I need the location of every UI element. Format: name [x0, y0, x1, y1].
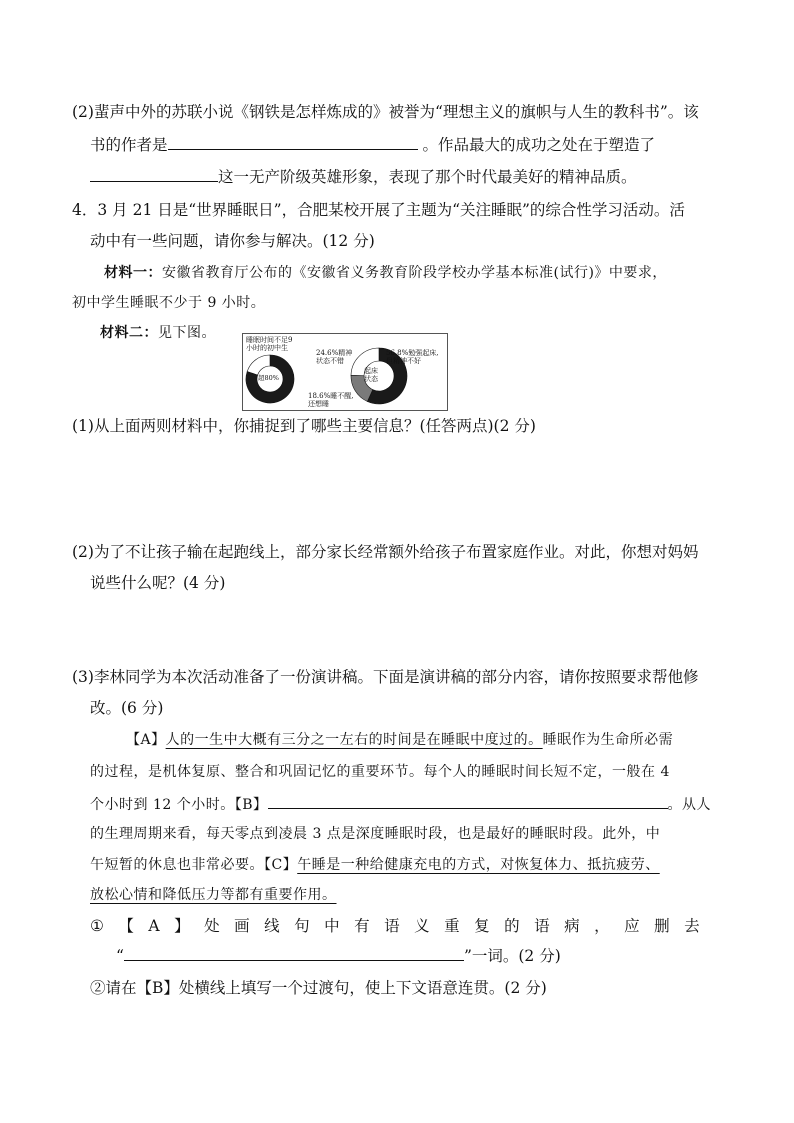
speech-c-underlined: 午睡是一种给健康充电的方式，对恢复体力、抵抗疲劳、: [297, 857, 660, 873]
speech-line6: 放松心情和降低压力等都有重要作用。: [90, 887, 337, 903]
hero-blank[interactable]: [90, 165, 218, 182]
task2-line: ②请在【B】处横线上填写一个过渡句，使上下文语意连贯。(2 分): [90, 979, 547, 997]
sub2-question-line1: (2)为了不让孩子输在起跑线上，部分家长经常额外给孩子布置家庭作业。对此，你想对妈妈: [72, 543, 699, 561]
task1-blank[interactable]: [124, 944, 464, 961]
sleep-chart-figure: [242, 333, 448, 411]
sub2-question-line2: 说些什么呢？(4 分): [90, 574, 226, 592]
pie2-label-good: 24.6%精神 状态不错: [316, 349, 353, 365]
pie1-slice-rest: [247, 355, 270, 375]
q3-2-line2: 书的作者是 。作品最大的成功之处在于塑造了: [90, 133, 655, 155]
sub3-question-line1: (3)李林同学为本次活动准备了一份演讲稿。下面是演讲稿的部分内容，请你按照要求帮他修: [72, 668, 699, 686]
pie1-title: 睡眠时间不足9 小时的初中生: [246, 336, 293, 352]
speech-line5: 午短暂的休息也非常必要。【C】午睡是一种给健康充电的方式，对恢复体力、抵抗疲劳、: [90, 857, 660, 873]
q3-2-line3: 这一无产阶级英雄形象，表现了那个时代最美好的精神品质。: [90, 165, 637, 187]
sub1-question: (1)从上面两则材料中，你捕捉到了哪些主要信息？(任答两点)(2 分): [72, 417, 536, 435]
speech-a-underlined: 人的一生中大概有三分之一左右的时间是在睡眠中度过的。: [165, 732, 543, 748]
speech-line1: 【A】人的一生中大概有三分之一左右的时间是在睡眠中度过的。睡眠作为生命所必需: [126, 732, 674, 748]
pie2-label-sleepy: 18.6%睡不醒, 还想睡: [308, 392, 354, 408]
speech-b-blank[interactable]: [268, 792, 668, 809]
pie2-label-reluctant: 56.8%勉强起床, 但精神不好: [386, 349, 439, 365]
material1-line1: 材料一：安徽省教育厅公布的《安徽省义务教育阶段学校办学基本标准(试行)》中要求，: [104, 265, 667, 281]
task1-line2: “ ”一词。(2 分): [116, 944, 561, 966]
author-blank[interactable]: [168, 133, 418, 150]
speech-line4: 的生理周期来看，每天零点到凌晨 3 点是深度睡眠时段，也是最好的睡眠时段。此外，中: [90, 826, 661, 842]
pie2-center-label: 起床 状态: [364, 367, 378, 383]
task1-line1: ①【A】处画线句中有语义重复的语病，应删去: [90, 917, 715, 935]
material2-line: 材料二：见下图。: [100, 325, 216, 341]
sub3-question-line2: 改。(6 分): [90, 699, 164, 717]
speech-line2: 的过程，是机体复原、整合和巩固记忆的重要环节。每个人的睡眠时间长短不定，一般在 4: [90, 764, 670, 780]
q3-2-line1: (2)蜚声中外的苏联小说《钢铁是怎样炼成的》被誉为“理想主义的旗帜与人生的教科书”。该: [72, 103, 699, 121]
speech-line3: 个小时到 12 个小时。【B】 。从人: [90, 792, 711, 814]
q4-line2: 动中有一些问题，请你参与解决。(12 分): [90, 232, 375, 250]
material1-line2: 初中学生睡眠不少于 9 小时。: [72, 295, 266, 311]
pie1-center-label: 超80%: [258, 374, 279, 382]
q4-line1: 4．3 月 21 日是“世界睡眠日”，合肥某校开展了主题为“关注睡眠”的综合性学习活动。活: [72, 201, 685, 219]
